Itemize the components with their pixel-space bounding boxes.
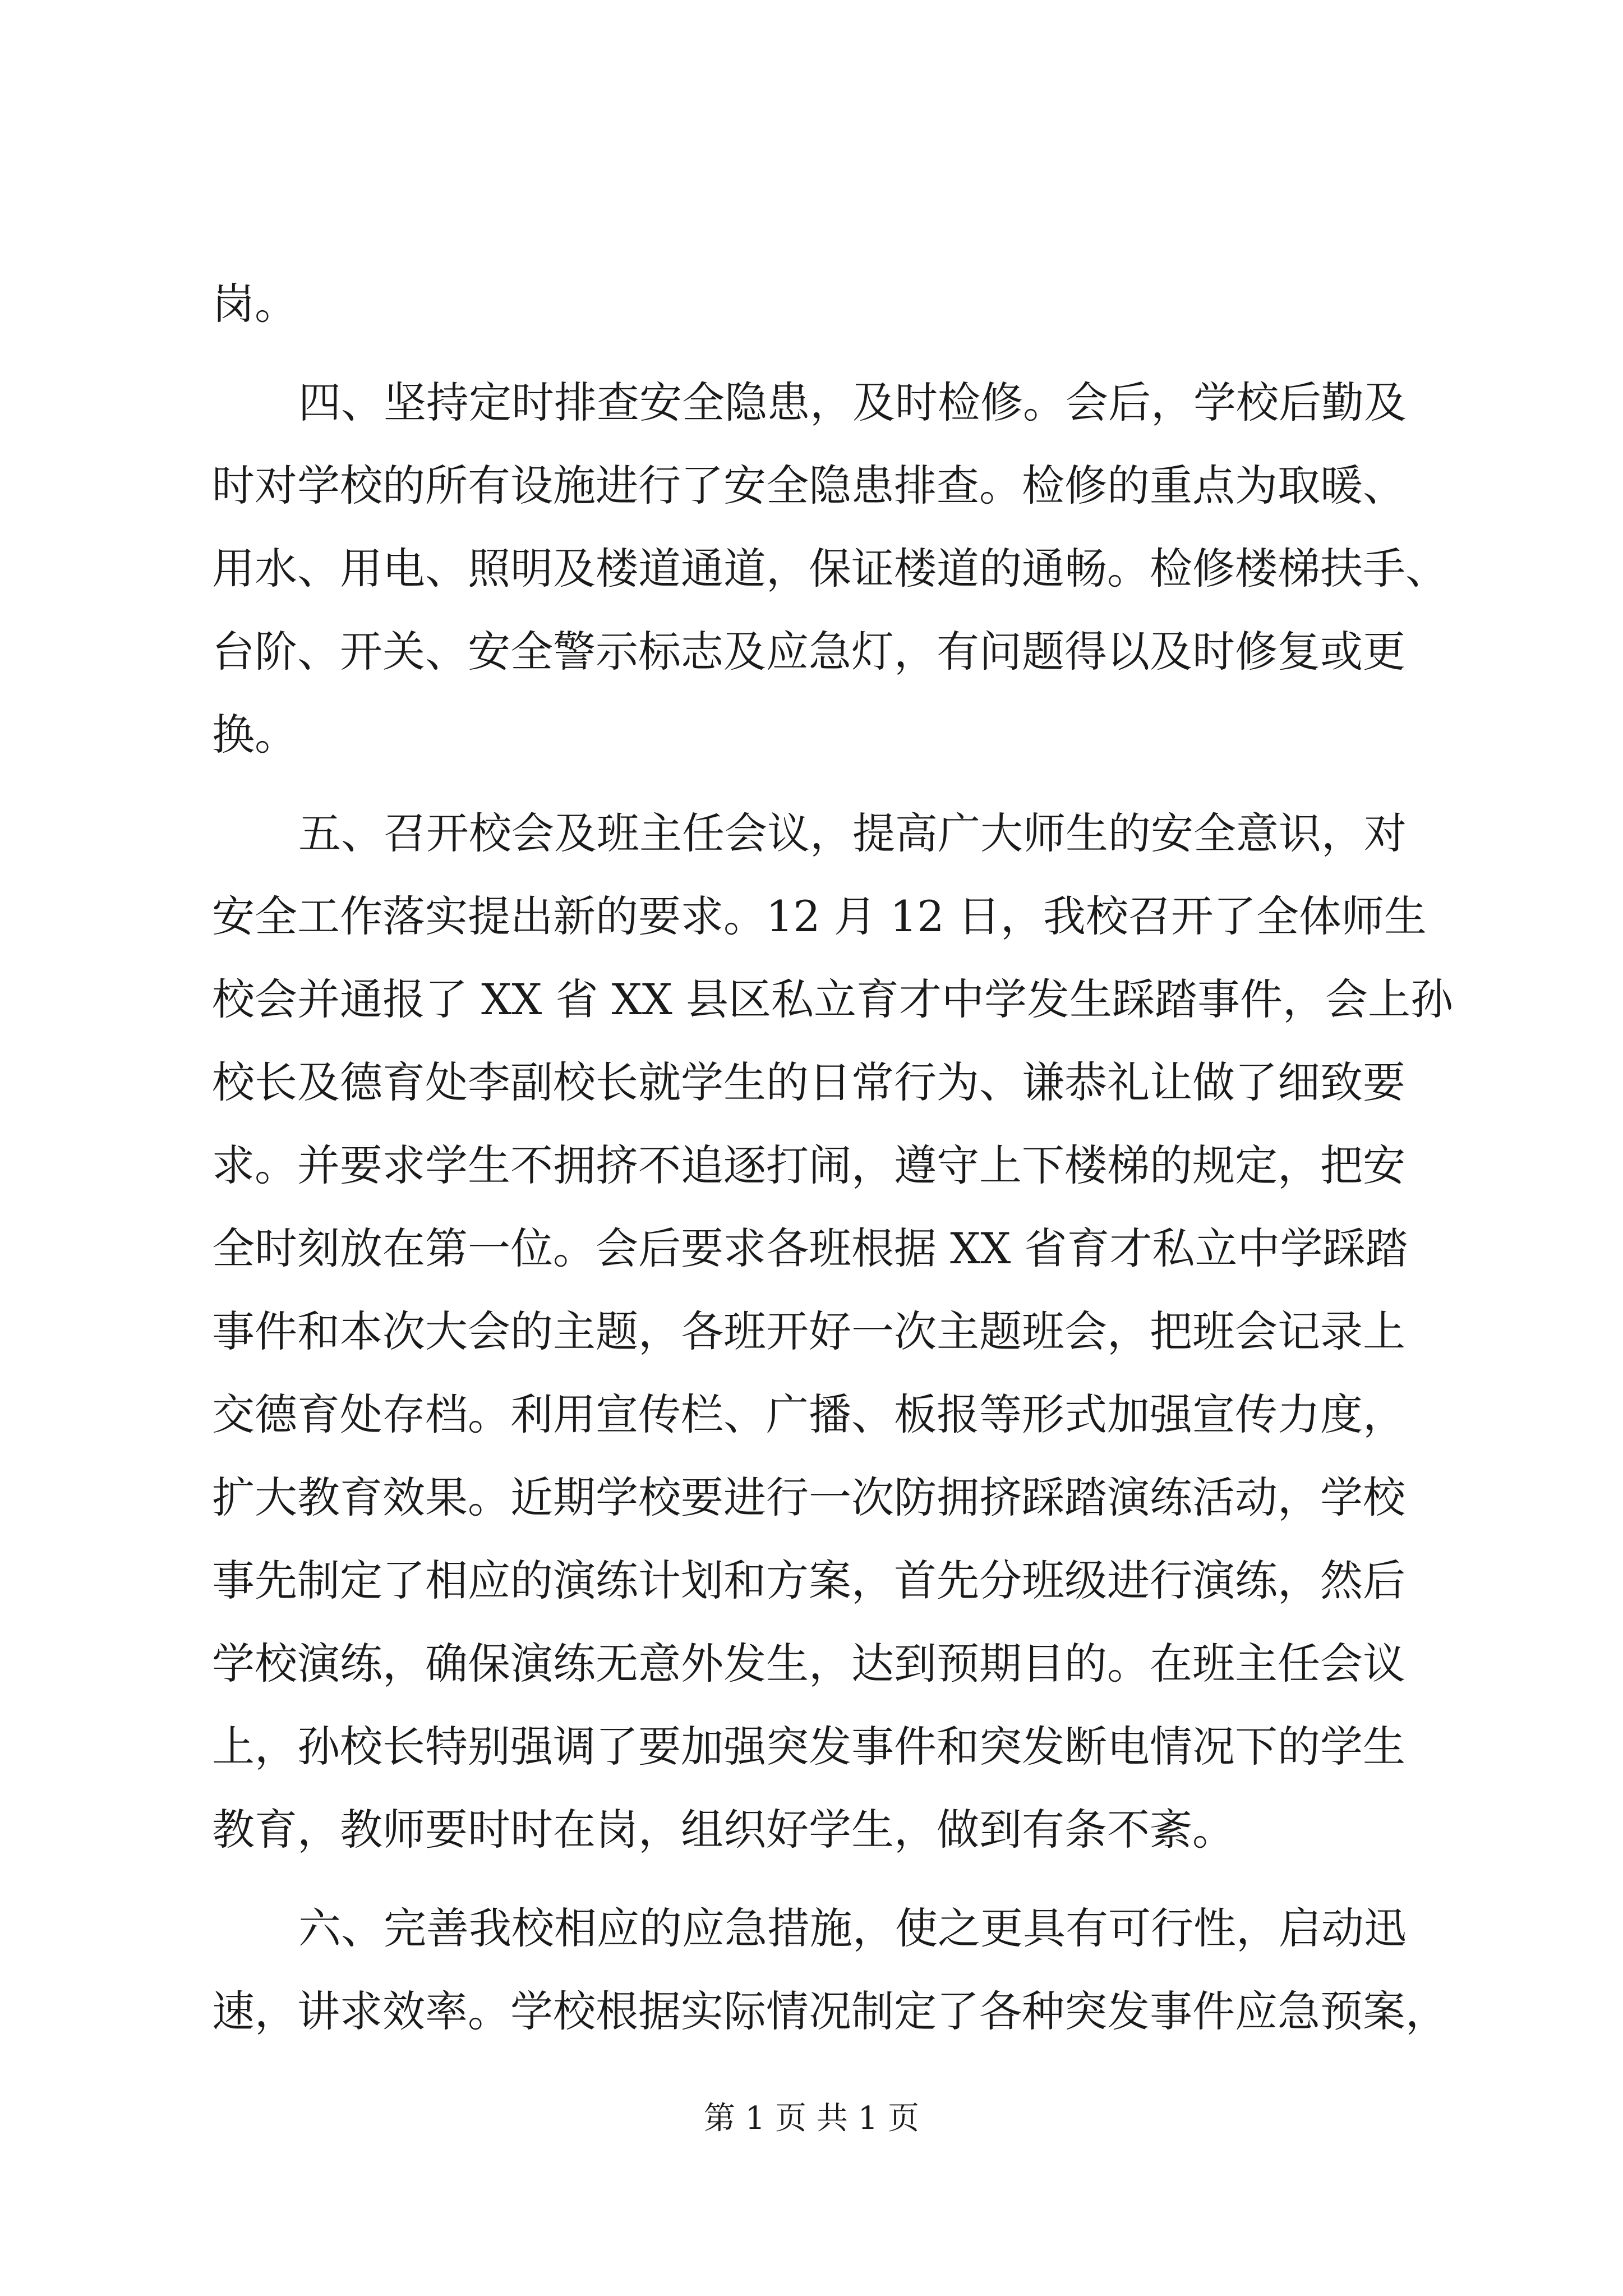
text-line: 换。: [212, 710, 297, 760]
paragraph-4-line: 四、坚持定时排查安全隐患，及时检修。会后，学校后勤及: [298, 378, 1407, 427]
text-line: 上，孙校长特别强调了要加强突发事件和突发断电情况下的学生: [212, 1722, 1405, 1772]
text-line: 事件和本次大会的主题，各班开好一次主题班会，把班会记录上: [212, 1306, 1405, 1356]
text-line: 事先制定了相应的演练计划和方案，首先分班级进行演练，然后: [212, 1556, 1405, 1605]
text-line: 台阶、开关、安全警示标志及应急灯，有问题得以及时修复或更: [212, 627, 1405, 677]
text-line: 教育，教师要时时在岗，组织好学生，做到有条不紊。: [212, 1805, 1235, 1855]
paragraph-6-line: 六、完善我校相应的应急措施，使之更具有可行性，启动迅: [298, 1903, 1407, 1953]
paragraph-5-line: 五、召开校会及班主任会议，提高广大师生的安全意识，对: [298, 808, 1407, 858]
body-text: [212, 263, 1454, 2053]
text-line: 扩大教育效果。近期学校要进行一次防拥挤踩踏演练活动，学校: [212, 1473, 1405, 1522]
text-line: 校长及德育处李副校长就学生的日常行为、谦恭礼让做了细致要: [212, 1057, 1405, 1107]
text-line: 全时刻放在第一位。会后要求各班根据 XX 省育才私立中学踩踏: [212, 1223, 1408, 1273]
text-line: 速，讲求效率。学校根据实际情况制定了各种突发事件应急预案，: [212, 1986, 1448, 2036]
text-line: 用水、用电、照明及楼道通道，保证楼道的通畅。检修楼梯扶手、: [212, 544, 1448, 593]
text-line: 岗。: [212, 279, 297, 329]
page-number-footer: 第 1 页 共 1 页: [703, 2100, 920, 2137]
text-line: 校会并通报了 XX 省 XX 县区私立育才中学发生踩踏事件，会上孙: [212, 974, 1454, 1024]
text-line: 求。并要求学生不拥挤不追逐打闹，遵守上下楼梯的规定，把安: [212, 1140, 1405, 1190]
text-line: 交德育处存档。利用宣传栏、广播、板报等形式加强宣传力度，: [212, 1389, 1405, 1439]
text-line: 时对学校的所有设施进行了安全隐患排查。检修的重点为取暖、: [212, 461, 1405, 510]
text-line: 学校演练，确保演练无意外发生，达到预期目的。在班主任会议: [212, 1639, 1405, 1688]
text-line: 安全工作落实提出新的要求。12 月 12 日，我校召开了全体师生: [212, 891, 1427, 941]
